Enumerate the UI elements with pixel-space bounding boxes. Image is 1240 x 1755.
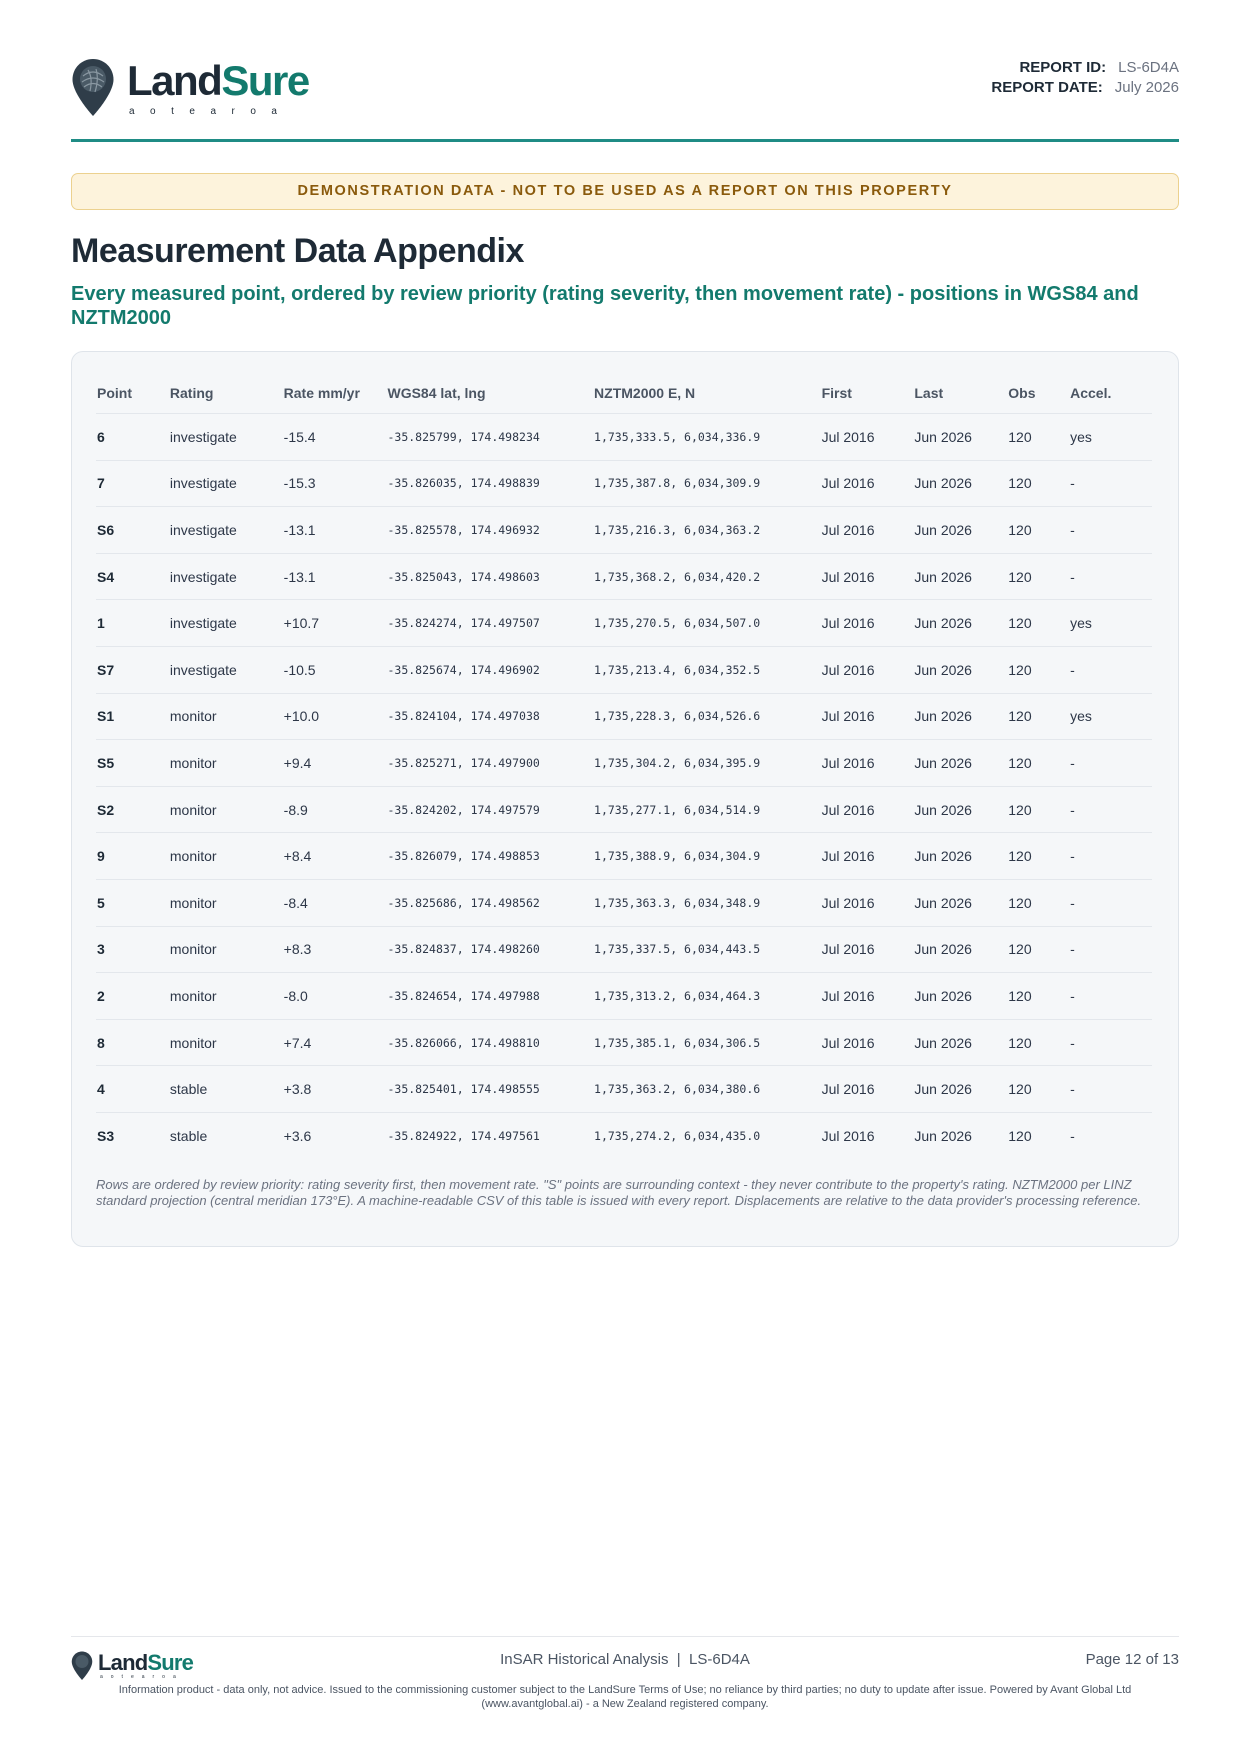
cell-rating: monitor [169, 833, 283, 880]
cell-obs: 120 [1007, 740, 1069, 787]
map-pin-logo-icon [71, 58, 115, 118]
cell-first: Jul 2016 [821, 833, 914, 880]
logo-word-sure: Sure [221, 57, 309, 104]
cell-rating: monitor [169, 926, 283, 973]
cell-accel: - [1069, 879, 1152, 926]
cell-obs: 120 [1007, 926, 1069, 973]
footer-divider [71, 1636, 1179, 1637]
cell-wgs84: -35.825043, 174.498603 [386, 553, 593, 600]
cell-accel: - [1069, 833, 1152, 880]
header-divider [71, 139, 1179, 142]
cell-nztm2000: 1,735,270.5, 6,034,507.0 [593, 600, 821, 647]
cell-first: Jul 2016 [821, 600, 914, 647]
cell-point: 5 [96, 879, 169, 926]
cell-rating: investigate [169, 507, 283, 554]
cell-wgs84: -35.826035, 174.498839 [386, 460, 593, 507]
cell-point: 8 [96, 1019, 169, 1066]
cell-rating: monitor [169, 1019, 283, 1066]
table-row [96, 646, 1152, 693]
cell-rate: -15.3 [283, 460, 387, 507]
cell-rating: monitor [169, 786, 283, 833]
col-header-obs: Obs [1007, 372, 1069, 414]
cell-wgs84: -35.824837, 174.498260 [386, 926, 593, 973]
cell-first: Jul 2016 [821, 553, 914, 600]
cell-rating: investigate [169, 460, 283, 507]
cell-first: Jul 2016 [821, 879, 914, 926]
logo-wordmark [127, 57, 309, 105]
cell-rate: -15.4 [283, 414, 387, 461]
cell-nztm2000: 1,735,313.2, 6,034,464.3 [593, 973, 821, 1020]
cell-rate: +3.6 [283, 1127, 312, 1144]
cell-rating: monitor [169, 879, 283, 926]
cell-accel: - [1069, 553, 1152, 600]
cell-wgs84: -35.826079, 174.498853 [386, 833, 593, 880]
cell-first: Jul 2016 [821, 1127, 875, 1144]
cell-obs: 120 [1007, 646, 1069, 693]
cell-last: Jun 2026 [913, 786, 1007, 833]
report-date-row [991, 78, 1179, 98]
cell-point: S1 [96, 693, 169, 740]
cell-last: Jun 2026 [913, 414, 1007, 461]
cell-wgs84: -35.824202, 174.497579 [386, 786, 593, 833]
cell-rating: investigate [169, 646, 283, 693]
cell-nztm2000: 1,735,274.2, 6,034,435.0 [594, 1128, 761, 1143]
cell-last: Jun 2026 [913, 833, 1007, 880]
cell-wgs84: -35.824104, 174.497038 [386, 693, 593, 740]
table-header-row [96, 372, 1152, 414]
cell-accel: - [1069, 1066, 1152, 1113]
cell-last: Jun 2026 [913, 600, 1007, 647]
cell-obs: 120 [1007, 460, 1069, 507]
table-row [96, 833, 1152, 880]
cell-accel: - [1069, 973, 1152, 1020]
report-date-value: July 2026 [1114, 79, 1179, 96]
cell-rate: -8.4 [283, 879, 387, 926]
col-header-rate: Rate mm/yr [283, 372, 387, 414]
cell-nztm2000: 1,735,213.4, 6,034,352.5 [593, 646, 821, 693]
cell-wgs84: -35.826066, 174.498810 [386, 1019, 593, 1066]
cell-point: S2 [96, 786, 169, 833]
cell-nztm2000: 1,735,363.2, 6,034,380.6 [593, 1066, 821, 1113]
cell-last: Jun 2026 [913, 507, 1007, 554]
cell-first: Jul 2016 [821, 740, 914, 787]
cell-accel: - [1069, 786, 1152, 833]
report-id-value: LS-6D4A [1118, 59, 1179, 76]
cell-first: Jul 2016 [821, 973, 914, 1020]
cell-nztm2000: 1,735,388.9, 6,034,304.9 [593, 833, 821, 880]
footer-report-text: InSAR Historical Analysis | LS-6D4A [500, 1651, 750, 1668]
measurement-table [96, 372, 1152, 1159]
col-header-first: First [821, 372, 914, 414]
cell-first: Jul 2016 [821, 414, 914, 461]
cell-obs: 120 [1007, 693, 1069, 740]
cell-wgs84: -35.825401, 174.498555 [386, 1066, 593, 1113]
cell-last: Jun 2026 [913, 693, 1007, 740]
cell-rate: +7.4 [283, 1019, 387, 1066]
cell-wgs84: -35.825578, 174.496932 [386, 507, 593, 554]
cell-obs: 120 [1008, 1127, 1032, 1144]
cell-point: 7 [96, 460, 169, 507]
table-footnote: Rows are ordered by review priority: rating severity first, then movement rate. "S" points are surrounding context - they never contribute to the property's rating. NZTM2000 per LINZ standard projection (central meridian 173°E). A machine-readable CSV of this table is issued with every report. Displacements are relative to the data provider's processing reference. [96, 1177, 1142, 1208]
cell-first: Jul 2016 [821, 926, 914, 973]
col-header-wgs84: WGS84 lat, lng [386, 372, 593, 414]
cell-nztm2000: 1,735,337.5, 6,034,443.5 [593, 926, 821, 973]
col-header-accel: Accel. [1069, 372, 1152, 414]
cell-rate: +10.7 [283, 600, 387, 647]
table-row [96, 1112, 1152, 1158]
cell-point: 9 [96, 833, 169, 880]
cell-first: Jul 2016 [821, 507, 914, 554]
table-body [96, 414, 1152, 1159]
cell-rate: -13.1 [283, 507, 387, 554]
cell-first: Jul 2016 [821, 786, 914, 833]
cell-rate: -10.5 [283, 646, 387, 693]
cell-last: Jun 2026 [913, 646, 1007, 693]
cell-last: Jun 2026 [913, 740, 1007, 787]
cell-rating: monitor [169, 740, 283, 787]
measurement-table-card [71, 351, 1179, 1247]
table-row [96, 786, 1152, 833]
footer-report-label [71, 1651, 1179, 1668]
table-row [96, 460, 1152, 507]
cell-obs: 120 [1007, 1019, 1069, 1066]
cell-wgs84: -35.824274, 174.497507 [386, 600, 593, 647]
cell-point: 4 [96, 1066, 169, 1113]
cell-accel: - [1069, 460, 1152, 507]
cell-rating: investigate [169, 414, 283, 461]
footer-logo-land: Land [98, 1650, 148, 1675]
cell-accel: - [1070, 1127, 1075, 1144]
cell-last: Jun 2026 [913, 879, 1007, 926]
cell-rate: +8.4 [283, 833, 387, 880]
cell-first: Jul 2016 [821, 1066, 914, 1113]
logo-word-land: Land [127, 57, 222, 104]
cell-rate: +8.3 [283, 926, 387, 973]
cell-rate: +9.4 [283, 740, 387, 787]
col-header-last: Last [913, 372, 1007, 414]
table-row [96, 600, 1152, 647]
cell-point: S7 [96, 646, 169, 693]
table-row [96, 507, 1152, 554]
cell-wgs84: -35.825686, 174.498562 [386, 879, 593, 926]
cell-wgs84: -35.825271, 174.497900 [386, 740, 593, 787]
landsure-logo [71, 58, 341, 120]
cell-first: Jul 2016 [821, 460, 914, 507]
cell-rating: stable [169, 1066, 283, 1113]
cell-nztm2000: 1,735,304.2, 6,034,395.9 [593, 740, 821, 787]
cell-obs: 120 [1007, 1066, 1069, 1113]
cell-obs: 120 [1007, 786, 1069, 833]
cell-rating: investigate [169, 553, 283, 600]
cell-rating: investigate [169, 600, 283, 647]
cell-point: 6 [96, 414, 169, 461]
cell-point: S3 [97, 1127, 115, 1144]
footer-logo-sure: Sure [147, 1650, 194, 1675]
report-id-label: REPORT ID: [1019, 59, 1107, 76]
cell-accel: yes [1069, 693, 1152, 740]
cell-wgs84: -35.824654, 174.497988 [386, 973, 593, 1020]
footer-logo-tagline: aotearoa [100, 1674, 184, 1680]
table-row [96, 1066, 1152, 1113]
cell-rating: monitor [169, 973, 283, 1020]
table-row [96, 973, 1152, 1020]
cell-first: Jul 2016 [821, 646, 914, 693]
cell-point: S6 [96, 507, 169, 554]
demo-data-banner: DEMONSTRATION DATA - NOT TO BE USED AS A REPORT ON THIS PROPERTY [71, 173, 1179, 210]
cell-obs: 120 [1007, 414, 1069, 461]
cell-nztm2000: 1,735,385.1, 6,034,306.5 [593, 1019, 821, 1066]
cell-wgs84: -35.824922, 174.497561 [387, 1128, 540, 1143]
page-subtitle: Every measured point, ordered by review priority (rating severity, then movement rate) - positions in WGS84 and NZTM2000 [71, 283, 1139, 329]
cell-nztm2000: 1,735,277.1, 6,034,514.9 [593, 786, 821, 833]
page-title: Measurement Data Appendix [71, 232, 524, 270]
table-row [96, 553, 1152, 600]
report-header [71, 56, 1179, 141]
cell-accel: yes [1069, 600, 1152, 647]
cell-accel: - [1069, 740, 1152, 787]
cell-accel: - [1069, 1019, 1152, 1066]
cell-rate: -13.1 [283, 553, 387, 600]
table-row [96, 879, 1152, 926]
cell-accel: - [1069, 646, 1152, 693]
cell-point: S4 [96, 553, 169, 600]
cell-accel: yes [1069, 414, 1152, 461]
cell-nztm2000: 1,735,363.3, 6,034,348.9 [593, 879, 821, 926]
cell-point: S5 [96, 740, 169, 787]
table-row [96, 693, 1152, 740]
footer-legal-text: Information product - data only, not advice. Issued to the commissioning customer subject to the LandSure Terms of Use; no reliance by third parties; no duty to update after issue. Powered by Avant Global Ltd (www.avantglobal.ai) - a New Zealand registered company. [118, 1684, 1132, 1710]
cell-rate: -8.9 [283, 786, 387, 833]
cell-obs: 120 [1007, 833, 1069, 880]
cell-nztm2000: 1,735,216.3, 6,034,363.2 [593, 507, 821, 554]
col-header-nztm2000: NZTM2000 E, N [593, 372, 821, 414]
table-row [96, 926, 1152, 973]
cell-nztm2000: 1,735,368.2, 6,034,420.2 [593, 553, 821, 600]
page-number: Page 12 of 13 [1085, 1651, 1179, 1668]
cell-obs: 120 [1007, 600, 1069, 647]
cell-obs: 120 [1007, 553, 1069, 600]
cell-last: Jun 2026 [914, 1127, 972, 1144]
logo-tagline: aotearoa [129, 106, 293, 117]
cell-nztm2000: 1,735,387.8, 6,034,309.9 [593, 460, 821, 507]
cell-last: Jun 2026 [913, 926, 1007, 973]
cell-last: Jun 2026 [913, 1019, 1007, 1066]
cell-obs: 120 [1007, 507, 1069, 554]
col-header-point: Point [96, 372, 169, 414]
cell-rate: +3.8 [283, 1066, 387, 1113]
cell-last: Jun 2026 [913, 553, 1007, 600]
cell-wgs84: -35.825674, 174.496902 [386, 646, 593, 693]
cell-first: Jul 2016 [821, 693, 914, 740]
cell-rate: +10.0 [283, 693, 387, 740]
table-row [96, 414, 1152, 461]
cell-rating: stable [169, 1127, 208, 1144]
cell-last: Jun 2026 [913, 460, 1007, 507]
cell-obs: 120 [1007, 879, 1069, 926]
cell-point: 3 [96, 926, 169, 973]
col-header-rating: Rating [169, 372, 283, 414]
cell-last: Jun 2026 [913, 973, 1007, 1020]
report-id-row [991, 58, 1179, 78]
report-page [71, 0, 1179, 1755]
cell-point: 2 [96, 973, 169, 1020]
cell-nztm2000: 1,735,333.5, 6,034,336.9 [593, 414, 821, 461]
cell-first: Jul 2016 [821, 1019, 914, 1066]
table-row [96, 740, 1152, 787]
cell-point: 1 [96, 600, 169, 647]
cell-accel: - [1069, 507, 1152, 554]
cell-nztm2000: 1,735,228.3, 6,034,526.6 [593, 693, 821, 740]
report-date-label: REPORT DATE: [991, 79, 1103, 96]
report-meta [991, 58, 1179, 98]
cell-obs: 120 [1007, 973, 1069, 1020]
cell-rating: monitor [169, 693, 283, 740]
table-row [96, 1019, 1152, 1066]
cell-rate: -8.0 [283, 973, 387, 1020]
cell-wgs84: -35.825799, 174.498234 [386, 414, 593, 461]
cell-accel: - [1069, 926, 1152, 973]
cell-last: Jun 2026 [913, 1066, 1007, 1113]
